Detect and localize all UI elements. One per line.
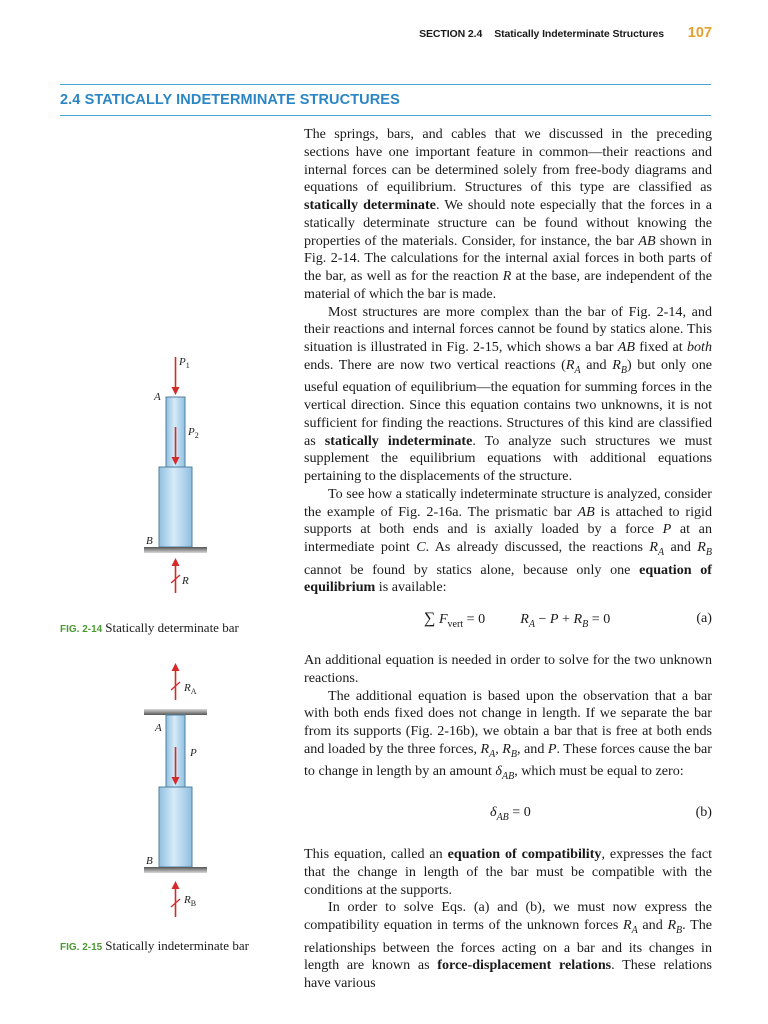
label-ra: $R_A$ — [184, 682, 197, 696]
section-title: Statically Indeterminate Structures — [494, 28, 664, 40]
figure-2-15-diagram — [100, 655, 270, 920]
label-r: R — [182, 575, 189, 587]
label-p: P — [190, 747, 197, 759]
equals-zero: = 0 — [463, 611, 486, 627]
delta-symbol: δ — [490, 804, 497, 820]
figure-label: FIG. 2-15 — [60, 942, 103, 953]
equation-b-expression — [490, 804, 531, 823]
paragraph: To see how a statically indeterminate structure is analyzed, consider the example of Fig. 2-16a. The prismatic bar AB is attached to rigid supports at both ends and is axially loaded by a force P at an intermediate point C. As already discussed, the reactions $R_A$ and $R_B$ cannot be found by statics alone, because only one equation of equilibrium is available: — [304, 485, 713, 596]
paragraph: This equation, called an equation of compatibility, expresses the fact that the change in length of the bar must be compatible with the conditions at the supports. — [304, 846, 712, 898]
lower-bar-segment — [159, 787, 192, 867]
top-rule — [60, 84, 711, 85]
reaction-arrow-ra — [171, 663, 180, 700]
equation-a-tag: (a) — [696, 610, 712, 626]
figure-caption-text: Statically determinate bar — [105, 620, 239, 635]
label-p2: $P_2$ — [188, 426, 199, 440]
figure-2-15-caption — [60, 938, 249, 954]
force-subscript: vert — [447, 618, 464, 630]
force-symbol: F — [438, 611, 448, 627]
figure-2-14 — [100, 345, 270, 595]
base-support — [144, 547, 207, 553]
paragraph: In order to solve Eqs. (a) and (b), we must now express the compatibility equation in terms of the unknown forces $R_A$ and $R_B$. The relationships between the forces acting on a bar and its changes in length are known as force-displacement relations. These relations have various — [304, 899, 712, 992]
reaction-arrow-r — [171, 558, 180, 593]
label-a: A — [154, 391, 161, 403]
label-a: A — [155, 722, 162, 734]
paragraph: An additional equation is needed in order to solve for the two unknown reactions. — [304, 652, 712, 686]
lower-bar-segment — [159, 467, 192, 547]
figure-caption-text: Statically indeterminate bar — [105, 938, 249, 953]
figure-2-14-caption — [60, 620, 239, 636]
base-support — [144, 867, 207, 873]
body-column-1 — [304, 126, 712, 597]
paragraph: The springs, bars, and cables that we discussed in the preceding sections have one important feature in common—their reactions and internal forces can be determined solely from free-body diagrams and equations of equilibrium. Structures of this type are classified as statically determinate. We should note especially that the forces in a statically determinate structure can be found without knowing the properties of the materials. Consider, for instance, the bar AB shown in Fig. 2-14. The calculations for the internal axial forces in both parts of the bar, as well as for the reaction R at the base, are independent of the material of which the bar is made. — [304, 126, 713, 302]
figure-label: FIG. 2-14 — [60, 624, 103, 635]
top-support — [144, 709, 207, 715]
reaction-arrow-rb — [171, 881, 180, 917]
figure-2-15 — [100, 655, 270, 920]
body-column-2 — [304, 652, 712, 786]
section-heading: 2.4 STATICALLY INDETERMINATE STRUCTURES — [60, 92, 400, 108]
paragraph: Most structures are more complex than the bar of Fig. 2-14, and their reactions and internal forces cannot be found by statics alone. This situation is illustrated in Fig. 2-15, which shows a bar AB fixed at both ends. There are now two vertical reactions ($R_A$ and $R_B$) but only one useful equation of equilibrium—the equation for summing forces in the vertical direction. Since this equation contains two unknowns, it is not sufficient for finding the reactions. Structures of this kind are classified as statically indeterminate. To analyze such structures we must supplement the equilibrium equations with additional equations pertaining to the displacements of the structure. — [304, 303, 712, 485]
label-b: B — [146, 535, 153, 547]
equation-a — [304, 610, 712, 628]
equation-b — [304, 804, 712, 822]
running-header — [0, 0, 768, 60]
equation-a-expression — [424, 610, 610, 630]
delta-subscript: AB — [496, 811, 509, 823]
label-b: B — [146, 855, 153, 867]
equation-a-rhs: $R_A - P + R_B = 0$ — [520, 611, 611, 630]
figure-2-14-diagram — [100, 345, 270, 595]
heading-rule — [60, 115, 711, 116]
running-header-section — [419, 28, 664, 40]
page-number: 107 — [687, 25, 712, 41]
sum-symbol: ∑ — [424, 610, 436, 627]
section-number: SECTION 2.4 — [419, 28, 483, 40]
label-rb: $R_B$ — [184, 894, 197, 908]
equals-zero: = 0 — [508, 804, 531, 820]
label-p1: $P_1$ — [179, 356, 190, 370]
body-column-3 — [304, 846, 712, 993]
paragraph: The additional equation is based upon the observation that a bar with both ends fixed does not change in length. If we separate the bar from its supports (Fig. 2-16b), we obtain a bar that is free at both ends and loaded by the three forces, $R_A$, $R_B$, and P. These forces cause the bar to change in length by an amount $\delta_{AB}$, which must be equal to zero: — [304, 687, 712, 783]
equation-b-tag: (b) — [695, 804, 712, 820]
